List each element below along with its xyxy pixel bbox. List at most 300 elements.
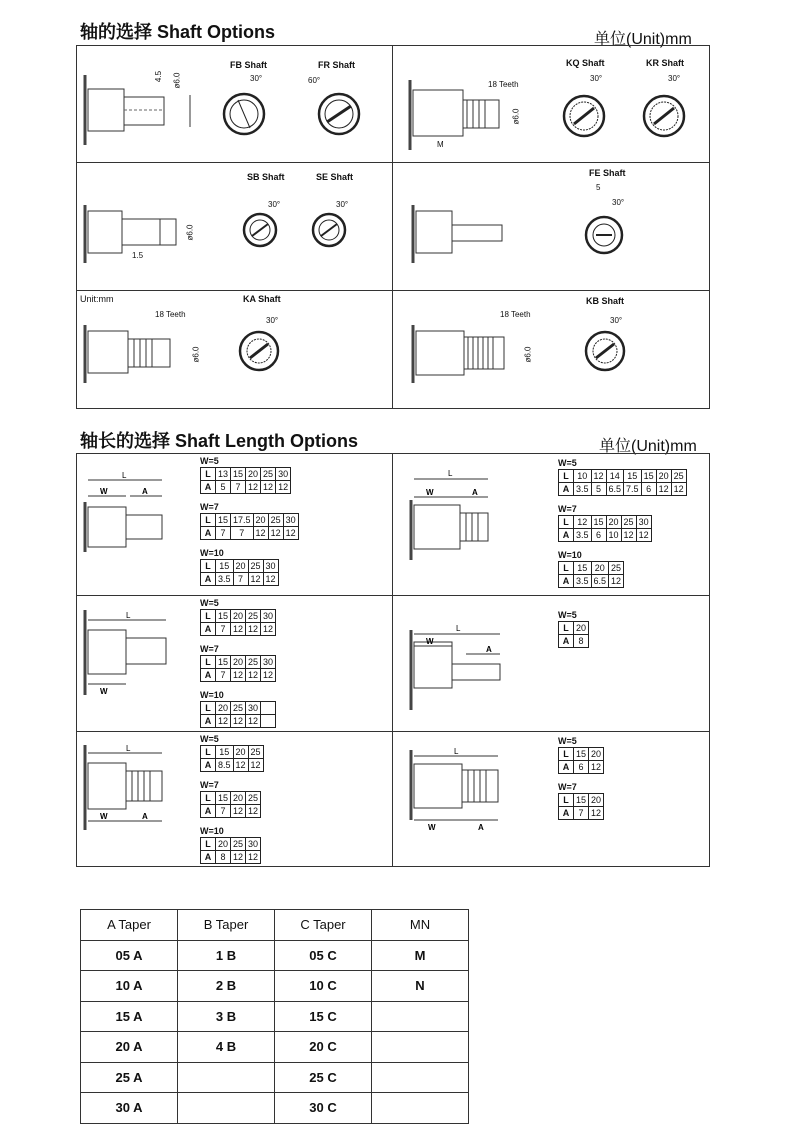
table-cell: 12 xyxy=(231,805,246,818)
table-cell: 12 xyxy=(231,715,246,728)
table-row xyxy=(559,516,652,529)
width-option-label: W=10 xyxy=(200,548,224,558)
table-cell: 7 xyxy=(574,807,589,820)
table-row xyxy=(201,514,299,527)
table-cell: 6 xyxy=(591,529,606,542)
table-cell: 20 xyxy=(233,746,248,759)
table-cell: 7 xyxy=(231,481,246,494)
table-cell: 20 xyxy=(216,838,231,851)
table-cell: 3.5 xyxy=(574,575,592,588)
table-row xyxy=(201,838,261,851)
table-cell: 17.5 xyxy=(231,514,254,527)
table-cell: 12 xyxy=(246,669,261,682)
fb-shaft-side-drawing xyxy=(80,75,210,145)
fr-shaft-end-icon xyxy=(315,90,365,140)
table-cell: 30 xyxy=(246,838,261,851)
table-cell: 3.5 xyxy=(574,529,592,542)
table-cell: 12 xyxy=(246,481,261,494)
se-shaft-label: SE Shaft xyxy=(316,172,354,182)
table-row xyxy=(81,940,469,971)
length-table xyxy=(558,469,687,496)
sb-dia: ø6.0 xyxy=(185,224,195,241)
table-cell: 30 xyxy=(246,702,261,715)
kr-shaft-end-icon xyxy=(640,92,690,142)
row-key: L xyxy=(559,748,574,761)
table-cell: 12 xyxy=(231,623,246,636)
kq-teeth: 18 Teeth xyxy=(488,80,519,89)
length-table xyxy=(200,837,261,864)
cell: 20 C xyxy=(275,1032,372,1063)
table-cell: 30 xyxy=(263,560,278,573)
sb-shaft-end-icon xyxy=(242,212,282,252)
table-cell: 15 xyxy=(624,470,642,483)
table-cell: 25 xyxy=(231,838,246,851)
table-row xyxy=(559,470,687,483)
table-row xyxy=(81,1032,469,1063)
row-key: A xyxy=(201,759,216,772)
table-cell: 12 xyxy=(261,623,276,636)
row-key: A xyxy=(201,573,216,586)
row-key: L xyxy=(559,794,574,807)
table-row xyxy=(559,575,624,588)
table-cell: 25 xyxy=(621,516,636,529)
table-row xyxy=(201,468,291,481)
table-cell: 10 xyxy=(574,470,592,483)
row-key: L xyxy=(201,514,216,527)
length-drawing-3 xyxy=(82,610,192,695)
table-cell: 10 xyxy=(606,529,621,542)
table-row xyxy=(559,529,652,542)
length-table xyxy=(200,559,279,586)
width-option-label: W=7 xyxy=(558,504,577,514)
table-cell: 30 xyxy=(276,468,291,481)
table-cell: 15 xyxy=(216,656,231,669)
table-row xyxy=(201,623,276,636)
table-row xyxy=(201,560,279,573)
shaft-options-unit: 单位(Unit)mm xyxy=(594,31,692,48)
fb-angle: 30° xyxy=(250,74,263,83)
kb-shaft-label: KB Shaft xyxy=(586,296,624,306)
ka-angle: 30° xyxy=(266,316,279,325)
table-cell: 12 xyxy=(246,623,261,636)
table-cell: 20 xyxy=(591,562,609,575)
length-table xyxy=(558,793,604,820)
cell xyxy=(372,1062,469,1093)
sb-shaft-label: SB Shaft xyxy=(247,172,285,182)
svg-text:L: L xyxy=(448,469,453,478)
svg-text:A: A xyxy=(472,488,478,497)
table-cell: 20 xyxy=(589,748,604,761)
width-option-label: W=5 xyxy=(558,610,577,620)
svg-text:L: L xyxy=(454,747,459,756)
length-table xyxy=(200,609,276,636)
table-cell: 12 xyxy=(248,759,263,772)
table-cell: 12 xyxy=(276,481,291,494)
row-key: L xyxy=(201,702,216,715)
svg-text:W: W xyxy=(100,812,108,821)
table-cell: 12 xyxy=(636,529,651,542)
table-cell: 5 xyxy=(216,481,231,494)
row-key: A xyxy=(201,851,216,864)
width-option-label: W=7 xyxy=(558,782,577,792)
length-table xyxy=(200,701,276,728)
table-row xyxy=(81,971,469,1002)
cell xyxy=(372,1093,469,1124)
unit-mm-label: Unit:mm xyxy=(80,294,114,304)
cell: 15 C xyxy=(275,1001,372,1032)
table-cell: 20 xyxy=(233,560,248,573)
length-drawing-5 xyxy=(82,745,192,830)
svg-text:W: W xyxy=(426,637,434,646)
table-row xyxy=(201,792,261,805)
length-table xyxy=(200,467,291,494)
table-cell: 20 xyxy=(231,656,246,669)
table-cell: 15 xyxy=(641,470,656,483)
fb-shaft-end-icon xyxy=(220,90,270,140)
table-cell: 15 xyxy=(574,562,592,575)
header-a-taper: A Taper xyxy=(81,910,178,941)
cell: 25 A xyxy=(81,1062,178,1093)
table-row xyxy=(201,481,291,494)
table-row xyxy=(201,746,264,759)
table-cell: 12 xyxy=(609,575,624,588)
table-cell: 12 xyxy=(253,527,268,540)
cell: 05 C xyxy=(275,940,372,971)
cell: 4 B xyxy=(178,1032,275,1063)
table-cell: 20 xyxy=(574,622,589,635)
shaft-options-title: 轴的选择 Shaft Options xyxy=(80,22,275,42)
table-cell: 8 xyxy=(574,635,589,648)
table-cell: 7 xyxy=(216,805,231,818)
svg-text:W: W xyxy=(426,488,434,497)
row-key: A xyxy=(559,635,574,648)
table-cell: 20 xyxy=(246,468,261,481)
table-cell: 12 xyxy=(591,470,606,483)
width-option-label: W=10 xyxy=(200,826,224,836)
table-cell: 14 xyxy=(606,470,624,483)
table-cell: 20 xyxy=(216,702,231,715)
width-option-label: W=5 xyxy=(558,458,577,468)
row-key: A xyxy=(201,669,216,682)
kb-dia: ø6.0 xyxy=(523,346,533,363)
table-cell: 7 xyxy=(216,623,231,636)
table-cell: 12 xyxy=(261,481,276,494)
table-cell: 30 xyxy=(283,514,298,527)
fr-angle: 60° xyxy=(308,76,321,85)
svg-text:L: L xyxy=(126,611,131,620)
table-cell: 20 xyxy=(231,610,246,623)
table-cell: 7.5 xyxy=(624,483,642,496)
table-cell: 25 xyxy=(246,610,261,623)
row-key: L xyxy=(559,562,574,575)
taper-table xyxy=(80,909,469,1124)
width-option-label: W=5 xyxy=(200,734,219,744)
table-row xyxy=(201,851,261,864)
table-cell: 15 xyxy=(574,794,589,807)
kq-shaft-label: KQ Shaft xyxy=(566,58,605,68)
table-cell: 15 xyxy=(231,468,246,481)
table-row xyxy=(201,527,299,540)
se-shaft-end-icon xyxy=(311,212,351,252)
cell: 20 A xyxy=(81,1032,178,1063)
header-c-taper: C Taper xyxy=(275,910,372,941)
ka-teeth: 18 Teeth xyxy=(155,310,186,319)
length-table xyxy=(558,515,652,542)
table-cell: 15 xyxy=(216,514,231,527)
cell: M xyxy=(372,940,469,971)
kr-shaft-label: KR Shaft xyxy=(646,58,684,68)
kq-dia: ø6.0 xyxy=(511,108,521,125)
row-key: L xyxy=(559,622,574,635)
length-options-unit: 单位(Unit)mm xyxy=(599,438,697,455)
ka-shaft-label: KA Shaft xyxy=(243,294,281,304)
table-cell: 30 xyxy=(261,656,276,669)
table-row xyxy=(201,759,264,772)
table-cell: 12 xyxy=(589,761,604,774)
fe-angle: 30° xyxy=(612,198,625,207)
width-option-label: W=7 xyxy=(200,644,219,654)
table-cell xyxy=(261,702,276,715)
table-row xyxy=(81,1062,469,1093)
width-option-label: W=10 xyxy=(558,550,582,560)
row-key: A xyxy=(201,481,216,494)
table-cell: 30 xyxy=(636,516,651,529)
svg-text:L: L xyxy=(456,624,461,633)
table-cell: 12 xyxy=(656,483,671,496)
kr-angle: 30° xyxy=(668,74,681,83)
table-cell: 12 xyxy=(246,805,261,818)
table-cell: 13 xyxy=(216,468,231,481)
table-cell: 12 xyxy=(671,483,686,496)
fe-shaft-label: FE Shaft xyxy=(589,168,626,178)
table-cell: 6 xyxy=(641,483,656,496)
table-cell: 15 xyxy=(216,746,234,759)
length-table xyxy=(558,561,624,588)
table-cell: 12 xyxy=(231,669,246,682)
svg-text:W: W xyxy=(100,687,108,696)
table-cell: 8.5 xyxy=(216,759,234,772)
table-cell: 12 xyxy=(248,573,263,586)
cell: 05 A xyxy=(81,940,178,971)
ka-dia: ø6.0 xyxy=(191,346,201,363)
table-cell: 25 xyxy=(248,746,263,759)
cell: N xyxy=(372,971,469,1002)
table-row xyxy=(81,1001,469,1032)
row-key: A xyxy=(559,575,574,588)
table-cell: 25 xyxy=(609,562,624,575)
length-table xyxy=(200,745,264,772)
length-drawing-4 xyxy=(408,620,518,710)
se-angle: 30° xyxy=(336,200,349,209)
table-cell: 12 xyxy=(574,516,592,529)
table-row xyxy=(559,622,589,635)
fb-shaft-label: FB Shaft xyxy=(230,60,267,70)
table-cell: 12 xyxy=(621,529,636,542)
table-cell: 7 xyxy=(216,527,231,540)
table-row xyxy=(201,573,279,586)
table-cell: 20 xyxy=(253,514,268,527)
table-row xyxy=(201,610,276,623)
dim-dia-6: ø6.0 xyxy=(172,72,182,89)
table-row xyxy=(201,669,276,682)
width-option-label: W=5 xyxy=(558,736,577,746)
length-table xyxy=(200,791,261,818)
width-option-label: W=7 xyxy=(200,780,219,790)
cell: 30 C xyxy=(275,1093,372,1124)
width-option-label: W=5 xyxy=(200,456,219,466)
table-row xyxy=(559,794,604,807)
table-cell: 12 xyxy=(589,807,604,820)
table-cell: 15 xyxy=(216,560,234,573)
table-row xyxy=(201,715,276,728)
table-cell: 12 xyxy=(216,715,231,728)
cell: 2 B xyxy=(178,971,275,1002)
table-cell: 25 xyxy=(246,792,261,805)
cell xyxy=(372,1001,469,1032)
kq-angle: 30° xyxy=(590,74,603,83)
sb-angle: 30° xyxy=(268,200,281,209)
table-cell: 25 xyxy=(231,702,246,715)
length-options-title: 轴长的选择 Shaft Length Options xyxy=(80,431,358,451)
cell: 15 A xyxy=(81,1001,178,1032)
table-row xyxy=(559,635,589,648)
kq-shaft-end-icon xyxy=(560,92,610,142)
table-row xyxy=(559,483,687,496)
length-drawing-6 xyxy=(408,747,518,835)
table-cell: 20 xyxy=(231,792,246,805)
fr-shaft-label: FR Shaft xyxy=(318,60,355,70)
fe-dim-5: 5 xyxy=(596,183,601,192)
table-cell: 12 xyxy=(283,527,298,540)
svg-text:W: W xyxy=(428,823,436,832)
cell: 25 C xyxy=(275,1062,372,1093)
row-key: A xyxy=(201,527,216,540)
table-cell xyxy=(261,715,276,728)
length-drawing-2 xyxy=(408,465,518,560)
row-key: L xyxy=(201,560,216,573)
table-cell: 12 xyxy=(268,527,283,540)
row-key: L xyxy=(201,610,216,623)
kb-teeth: 18 Teeth xyxy=(500,310,531,319)
kq-m: M xyxy=(437,140,444,149)
table-cell: 7 xyxy=(233,573,248,586)
row-key: L xyxy=(559,516,574,529)
row-key: A xyxy=(559,529,574,542)
table-cell: 12 xyxy=(231,851,246,864)
svg-text:L: L xyxy=(126,744,131,753)
cell: 10 C xyxy=(275,971,372,1002)
length-drawing-1 xyxy=(82,472,192,552)
table-row xyxy=(81,1093,469,1124)
row-key: A xyxy=(201,805,216,818)
table-cell: 25 xyxy=(268,514,283,527)
svg-text:W: W xyxy=(100,487,108,496)
table-row xyxy=(201,702,276,715)
table-cell: 8 xyxy=(216,851,231,864)
table-cell: 25 xyxy=(246,656,261,669)
row-key: A xyxy=(559,483,574,496)
table-cell: 15 xyxy=(216,792,231,805)
table-cell: 7 xyxy=(231,527,254,540)
table-cell: 3.5 xyxy=(574,483,592,496)
row-key: L xyxy=(201,792,216,805)
cell: 30 A xyxy=(81,1093,178,1124)
table-row xyxy=(559,562,624,575)
svg-text:A: A xyxy=(478,823,484,832)
svg-text:A: A xyxy=(142,812,148,821)
svg-text:A: A xyxy=(142,487,148,496)
length-table xyxy=(558,621,589,648)
ka-shaft-side-drawing xyxy=(80,325,210,385)
length-table xyxy=(200,655,276,682)
row-key: A xyxy=(559,807,574,820)
table-cell: 20 xyxy=(656,470,671,483)
cell xyxy=(178,1093,275,1124)
sb-dim-1-5: 1.5 xyxy=(132,251,144,260)
cell xyxy=(372,1032,469,1063)
table-cell: 30 xyxy=(261,610,276,623)
row-key: L xyxy=(559,470,574,483)
table-cell: 25 xyxy=(261,468,276,481)
kb-shaft-side-drawing xyxy=(408,325,528,385)
dim-4-5: 4.5 xyxy=(154,70,164,83)
table-row xyxy=(559,748,604,761)
cell: 10 A xyxy=(81,971,178,1002)
table-cell: 15 xyxy=(591,516,606,529)
length-table xyxy=(558,747,604,774)
fe-shaft-side-drawing xyxy=(408,205,518,265)
header-b-taper: B Taper xyxy=(178,910,275,941)
table-cell: 12 xyxy=(246,715,261,728)
row-key: A xyxy=(559,761,574,774)
table-cell: 25 xyxy=(671,470,686,483)
table-cell: 6 xyxy=(574,761,589,774)
table-row xyxy=(559,807,604,820)
row-key: A xyxy=(201,715,216,728)
table-cell: 25 xyxy=(248,560,263,573)
table-cell: 12 xyxy=(261,669,276,682)
table-cell: 12 xyxy=(263,573,278,586)
table-cell: 6.5 xyxy=(606,483,624,496)
table-cell: 20 xyxy=(606,516,621,529)
table-row xyxy=(559,761,604,774)
row-key: L xyxy=(201,656,216,669)
ka-shaft-end-icon xyxy=(238,330,284,376)
table-cell: 3.5 xyxy=(216,573,234,586)
cell: 1 B xyxy=(178,940,275,971)
width-option-label: W=7 xyxy=(200,502,219,512)
svg-text:L: L xyxy=(122,471,127,480)
table-row xyxy=(201,656,276,669)
length-table xyxy=(200,513,299,540)
row-key: L xyxy=(201,468,216,481)
kb-shaft-end-icon xyxy=(584,330,630,376)
table-cell: 15 xyxy=(216,610,231,623)
width-option-label: W=5 xyxy=(200,598,219,608)
cell: 3 B xyxy=(178,1001,275,1032)
table-cell: 15 xyxy=(574,748,589,761)
table-cell: 12 xyxy=(233,759,248,772)
table-row xyxy=(201,805,261,818)
table-cell: 12 xyxy=(246,851,261,864)
table-cell: 7 xyxy=(216,669,231,682)
row-key: A xyxy=(201,623,216,636)
row-key: L xyxy=(201,838,216,851)
table-cell: 20 xyxy=(589,794,604,807)
row-key: L xyxy=(201,746,216,759)
width-option-label: W=10 xyxy=(200,690,224,700)
header-mn: MN xyxy=(372,910,469,941)
